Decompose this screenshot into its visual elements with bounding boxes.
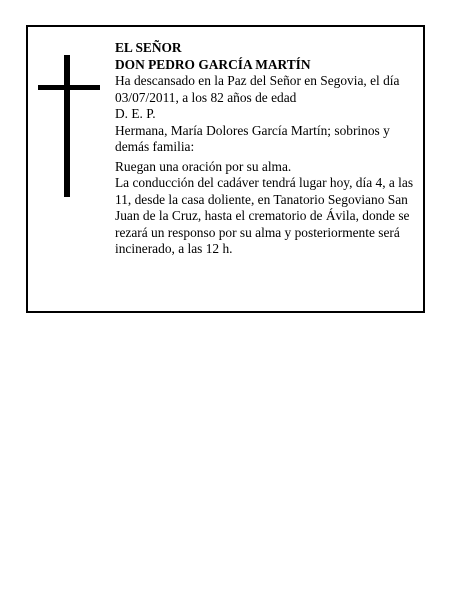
funeral-details: La conducción del cadáver tendrá lugar hoy, día 4, a las 11, desde la casa doliente, en Tanatorio Segoviano San Juan de la Cruz, hasta el crematorio de Ávila, donde se rezará un responso por su alma y posteriormente será incinerado, a las 12 h. — [115, 175, 414, 256]
death-announcement: Ha descansado en la Paz del Señor en Segovia, el día 03/07/2011, a los 82 años de edad — [115, 73, 400, 105]
cross-horizontal-bar — [38, 85, 100, 90]
notice-title: EL SEÑOR — [115, 40, 182, 55]
prayer-request: Ruegan una oración por su alma. — [115, 158, 292, 174]
notice-text — [115, 40, 421, 258]
dep-abbreviation: D. E. P. — [115, 106, 156, 121]
family-members: Hermana, María Dolores García Martín; sobrinos y demás familia: — [115, 122, 390, 154]
obituary-notice — [26, 25, 425, 313]
cross-vertical-bar — [64, 55, 70, 197]
deceased-name: DON PEDRO GARCÍA MARTÍN — [115, 56, 311, 72]
cross-icon — [38, 55, 100, 197]
